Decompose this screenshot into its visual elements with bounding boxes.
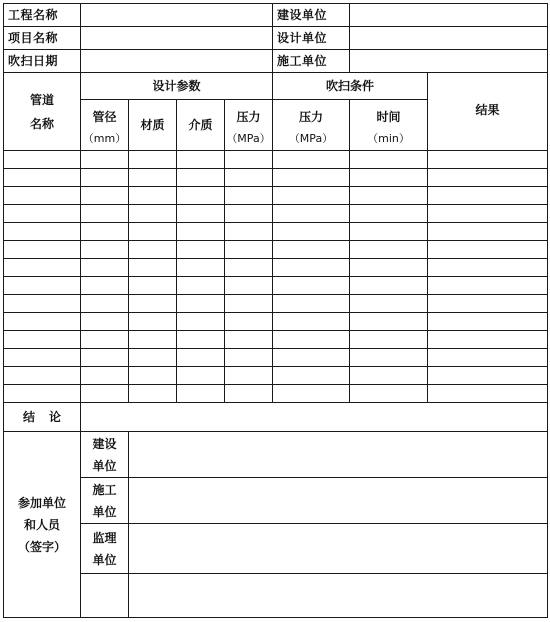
participant-row-extra <box>4 574 548 618</box>
table-cell[interactable] <box>129 277 177 295</box>
table-cell[interactable] <box>4 241 81 259</box>
supervisor-signature-field[interactable] <box>129 524 548 574</box>
table-cell[interactable] <box>81 367 129 385</box>
table-cell[interactable] <box>273 349 350 367</box>
table-cell[interactable] <box>225 349 273 367</box>
table-cell[interactable] <box>225 277 273 295</box>
table-cell[interactable] <box>129 241 177 259</box>
purge-date-field[interactable] <box>81 50 273 73</box>
table-cell[interactable] <box>81 259 129 277</box>
table-cell[interactable] <box>81 295 129 313</box>
info-row-1 <box>4 4 548 27</box>
conclusion-row <box>4 403 548 432</box>
table-cell[interactable] <box>350 385 428 403</box>
extra-signature-field[interactable] <box>129 574 548 618</box>
diameter-header <box>81 100 129 151</box>
table-cell[interactable] <box>428 367 548 385</box>
project-name-field[interactable] <box>81 4 273 27</box>
diameter-label: 管径 <box>92 110 117 124</box>
table-cell[interactable] <box>428 313 548 331</box>
table-cell[interactable] <box>177 313 225 331</box>
table-cell[interactable] <box>177 151 225 169</box>
table-row <box>4 151 548 169</box>
table-cell[interactable] <box>225 313 273 331</box>
table-cell[interactable] <box>428 349 548 367</box>
table-cell[interactable] <box>4 385 81 403</box>
supervisor-label <box>81 524 129 574</box>
design-unit-label: 设计单位 <box>273 27 350 50</box>
extra-unit-label <box>81 574 129 618</box>
table-cell[interactable] <box>428 331 548 349</box>
table-row <box>4 331 548 349</box>
table-cell[interactable] <box>225 331 273 349</box>
medium-header: 介质 <box>177 100 225 151</box>
table-cell[interactable] <box>273 169 350 187</box>
table-row <box>4 241 548 259</box>
table-cell[interactable] <box>129 349 177 367</box>
table-cell[interactable] <box>4 259 81 277</box>
result-header: 结果 <box>428 73 548 151</box>
pressure-label: 压力 <box>236 110 261 124</box>
table-cell[interactable] <box>129 385 177 403</box>
table-cell[interactable] <box>225 385 273 403</box>
table-cell[interactable] <box>350 151 428 169</box>
table-cell[interactable] <box>177 349 225 367</box>
table-cell[interactable] <box>225 205 273 223</box>
table-cell[interactable] <box>81 223 129 241</box>
item-name-field[interactable] <box>81 27 273 50</box>
table-cell[interactable] <box>177 331 225 349</box>
participant-row-supervisor <box>4 524 548 574</box>
table-cell[interactable] <box>350 169 428 187</box>
table-cell[interactable] <box>129 205 177 223</box>
pipeline-purge-record-form <box>3 3 547 619</box>
table-cell[interactable] <box>273 331 350 349</box>
table-cell[interactable] <box>428 151 548 169</box>
time-label: 时间 <box>376 110 401 124</box>
builder-signature-field[interactable] <box>129 478 548 524</box>
supervisor-label-line2: 单位 <box>92 552 117 567</box>
conclusion-field[interactable] <box>81 403 548 432</box>
supervisor-label-line1: 监理 <box>92 530 117 545</box>
info-row-2 <box>4 27 548 50</box>
table-cell[interactable] <box>225 295 273 313</box>
table-cell[interactable] <box>225 169 273 187</box>
table-cell[interactable] <box>273 259 350 277</box>
table-cell[interactable] <box>129 223 177 241</box>
purge-date-label: 吹扫日期 <box>4 50 81 73</box>
table-cell[interactable] <box>428 241 548 259</box>
table-cell[interactable] <box>177 259 225 277</box>
table-cell[interactable] <box>350 349 428 367</box>
table-cell[interactable] <box>81 277 129 295</box>
table-cell[interactable] <box>225 187 273 205</box>
table-row <box>4 295 548 313</box>
table-cell[interactable] <box>428 205 548 223</box>
table-cell[interactable] <box>4 295 81 313</box>
participants-title-line3: （签字） <box>17 539 66 554</box>
table-cell[interactable] <box>225 151 273 169</box>
table-cell[interactable] <box>273 295 350 313</box>
owner-label-line1: 建设 <box>92 436 117 451</box>
table-cell[interactable] <box>81 385 129 403</box>
table-cell[interactable] <box>350 277 428 295</box>
participant-row-builder <box>4 478 548 524</box>
pipeline-name-line2: 名称 <box>29 117 54 131</box>
table-cell[interactable] <box>177 367 225 385</box>
table-cell[interactable] <box>273 277 350 295</box>
table-cell[interactable] <box>225 367 273 385</box>
table-row <box>4 313 548 331</box>
table-row <box>4 223 548 241</box>
table-cell[interactable] <box>177 169 225 187</box>
info-row-3 <box>4 50 548 73</box>
time-unit: （min） <box>367 132 410 145</box>
builder-sign-label-line2: 单位 <box>92 504 117 519</box>
builder-label: 施工单位 <box>273 50 350 73</box>
table-cell[interactable] <box>129 313 177 331</box>
table-cell[interactable] <box>350 295 428 313</box>
table-cell[interactable] <box>273 187 350 205</box>
design-params-header: 设计参数 <box>81 73 273 100</box>
table-cell[interactable] <box>428 187 548 205</box>
table-cell[interactable] <box>177 205 225 223</box>
participants-title-line2: 和人员 <box>23 517 60 532</box>
table-cell[interactable] <box>350 313 428 331</box>
table-cell[interactable] <box>225 241 273 259</box>
column-header-row-1 <box>4 73 548 100</box>
table-cell[interactable] <box>273 385 350 403</box>
table-cell[interactable] <box>4 169 81 187</box>
conclusion-label <box>4 403 81 432</box>
table-cell[interactable] <box>273 151 350 169</box>
table-cell[interactable] <box>273 205 350 223</box>
table-row <box>4 169 548 187</box>
construction-owner-field[interactable] <box>350 4 548 27</box>
participants-title-line1: 参加单位 <box>17 495 66 510</box>
table-row <box>4 187 548 205</box>
table-cell[interactable] <box>350 187 428 205</box>
item-name-label: 项目名称 <box>4 27 81 50</box>
table-cell[interactable] <box>177 241 225 259</box>
table-cell[interactable] <box>273 313 350 331</box>
table-cell[interactable] <box>4 223 81 241</box>
table-cell[interactable] <box>4 277 81 295</box>
table-cell[interactable] <box>177 187 225 205</box>
table-cell[interactable] <box>350 223 428 241</box>
record-table <box>3 3 548 618</box>
design-unit-field[interactable] <box>350 27 548 50</box>
table-cell[interactable] <box>428 259 548 277</box>
table-row <box>4 349 548 367</box>
table-cell[interactable] <box>81 169 129 187</box>
diameter-unit: （mm） <box>82 132 127 145</box>
table-cell[interactable] <box>129 367 177 385</box>
pipeline-name-header <box>4 73 81 151</box>
table-cell[interactable] <box>225 259 273 277</box>
owner-label-line2: 单位 <box>92 458 117 473</box>
table-cell[interactable] <box>4 187 81 205</box>
pressure-unit: （MPa） <box>226 132 271 145</box>
table-cell[interactable] <box>350 241 428 259</box>
builder-sign-label <box>81 478 129 524</box>
table-row <box>4 259 548 277</box>
table-cell[interactable] <box>81 349 129 367</box>
table-row <box>4 277 548 295</box>
table-cell[interactable] <box>428 277 548 295</box>
pressure-header <box>225 100 273 151</box>
table-cell[interactable] <box>273 223 350 241</box>
owner-label <box>81 432 129 478</box>
table-cell[interactable] <box>4 349 81 367</box>
construction-owner-label: 建设单位 <box>273 4 350 27</box>
table-cell[interactable] <box>4 331 81 349</box>
purge-pressure-label: 压力 <box>298 110 323 124</box>
table-cell[interactable] <box>81 205 129 223</box>
table-cell[interactable] <box>177 295 225 313</box>
participants-title <box>4 432 81 618</box>
table-cell[interactable] <box>350 367 428 385</box>
table-cell[interactable] <box>177 223 225 241</box>
table-cell[interactable] <box>177 385 225 403</box>
owner-signature-field[interactable] <box>129 432 548 478</box>
pipeline-name-line1: 管道 <box>29 93 54 107</box>
purge-pressure-header <box>273 100 350 151</box>
table-cell[interactable] <box>129 169 177 187</box>
table-row <box>4 385 548 403</box>
table-cell[interactable] <box>428 295 548 313</box>
table-cell[interactable] <box>129 331 177 349</box>
material-header: 材质 <box>129 100 177 151</box>
table-cell[interactable] <box>273 241 350 259</box>
table-cell[interactable] <box>428 223 548 241</box>
table-cell[interactable] <box>129 295 177 313</box>
time-header <box>350 100 428 151</box>
builder-sign-label-line1: 施工 <box>92 482 117 497</box>
table-cell[interactable] <box>350 205 428 223</box>
table-row <box>4 205 548 223</box>
conclusion-label-text: 结论 <box>22 410 75 424</box>
table-cell[interactable] <box>81 151 129 169</box>
table-row <box>4 367 548 385</box>
participant-row-owner <box>4 432 548 478</box>
project-name-label: 工程名称 <box>4 4 81 27</box>
table-cell[interactable] <box>350 331 428 349</box>
builder-field[interactable] <box>350 50 548 73</box>
table-cell[interactable] <box>4 205 81 223</box>
table-cell[interactable] <box>225 223 273 241</box>
table-cell[interactable] <box>273 367 350 385</box>
table-cell[interactable] <box>428 385 548 403</box>
table-cell[interactable] <box>81 241 129 259</box>
purge-pressure-unit: （MPa） <box>288 132 334 145</box>
table-cell[interactable] <box>129 187 177 205</box>
table-cell[interactable] <box>129 151 177 169</box>
table-cell[interactable] <box>4 313 81 331</box>
table-cell[interactable] <box>428 169 548 187</box>
table-cell[interactable] <box>129 259 177 277</box>
table-cell[interactable] <box>177 277 225 295</box>
table-cell[interactable] <box>81 187 129 205</box>
table-cell[interactable] <box>4 151 81 169</box>
table-cell[interactable] <box>81 313 129 331</box>
purge-conditions-header: 吹扫条件 <box>273 73 428 100</box>
data-rows <box>4 151 548 403</box>
table-cell[interactable] <box>4 367 81 385</box>
table-cell[interactable] <box>81 331 129 349</box>
table-cell[interactable] <box>350 259 428 277</box>
